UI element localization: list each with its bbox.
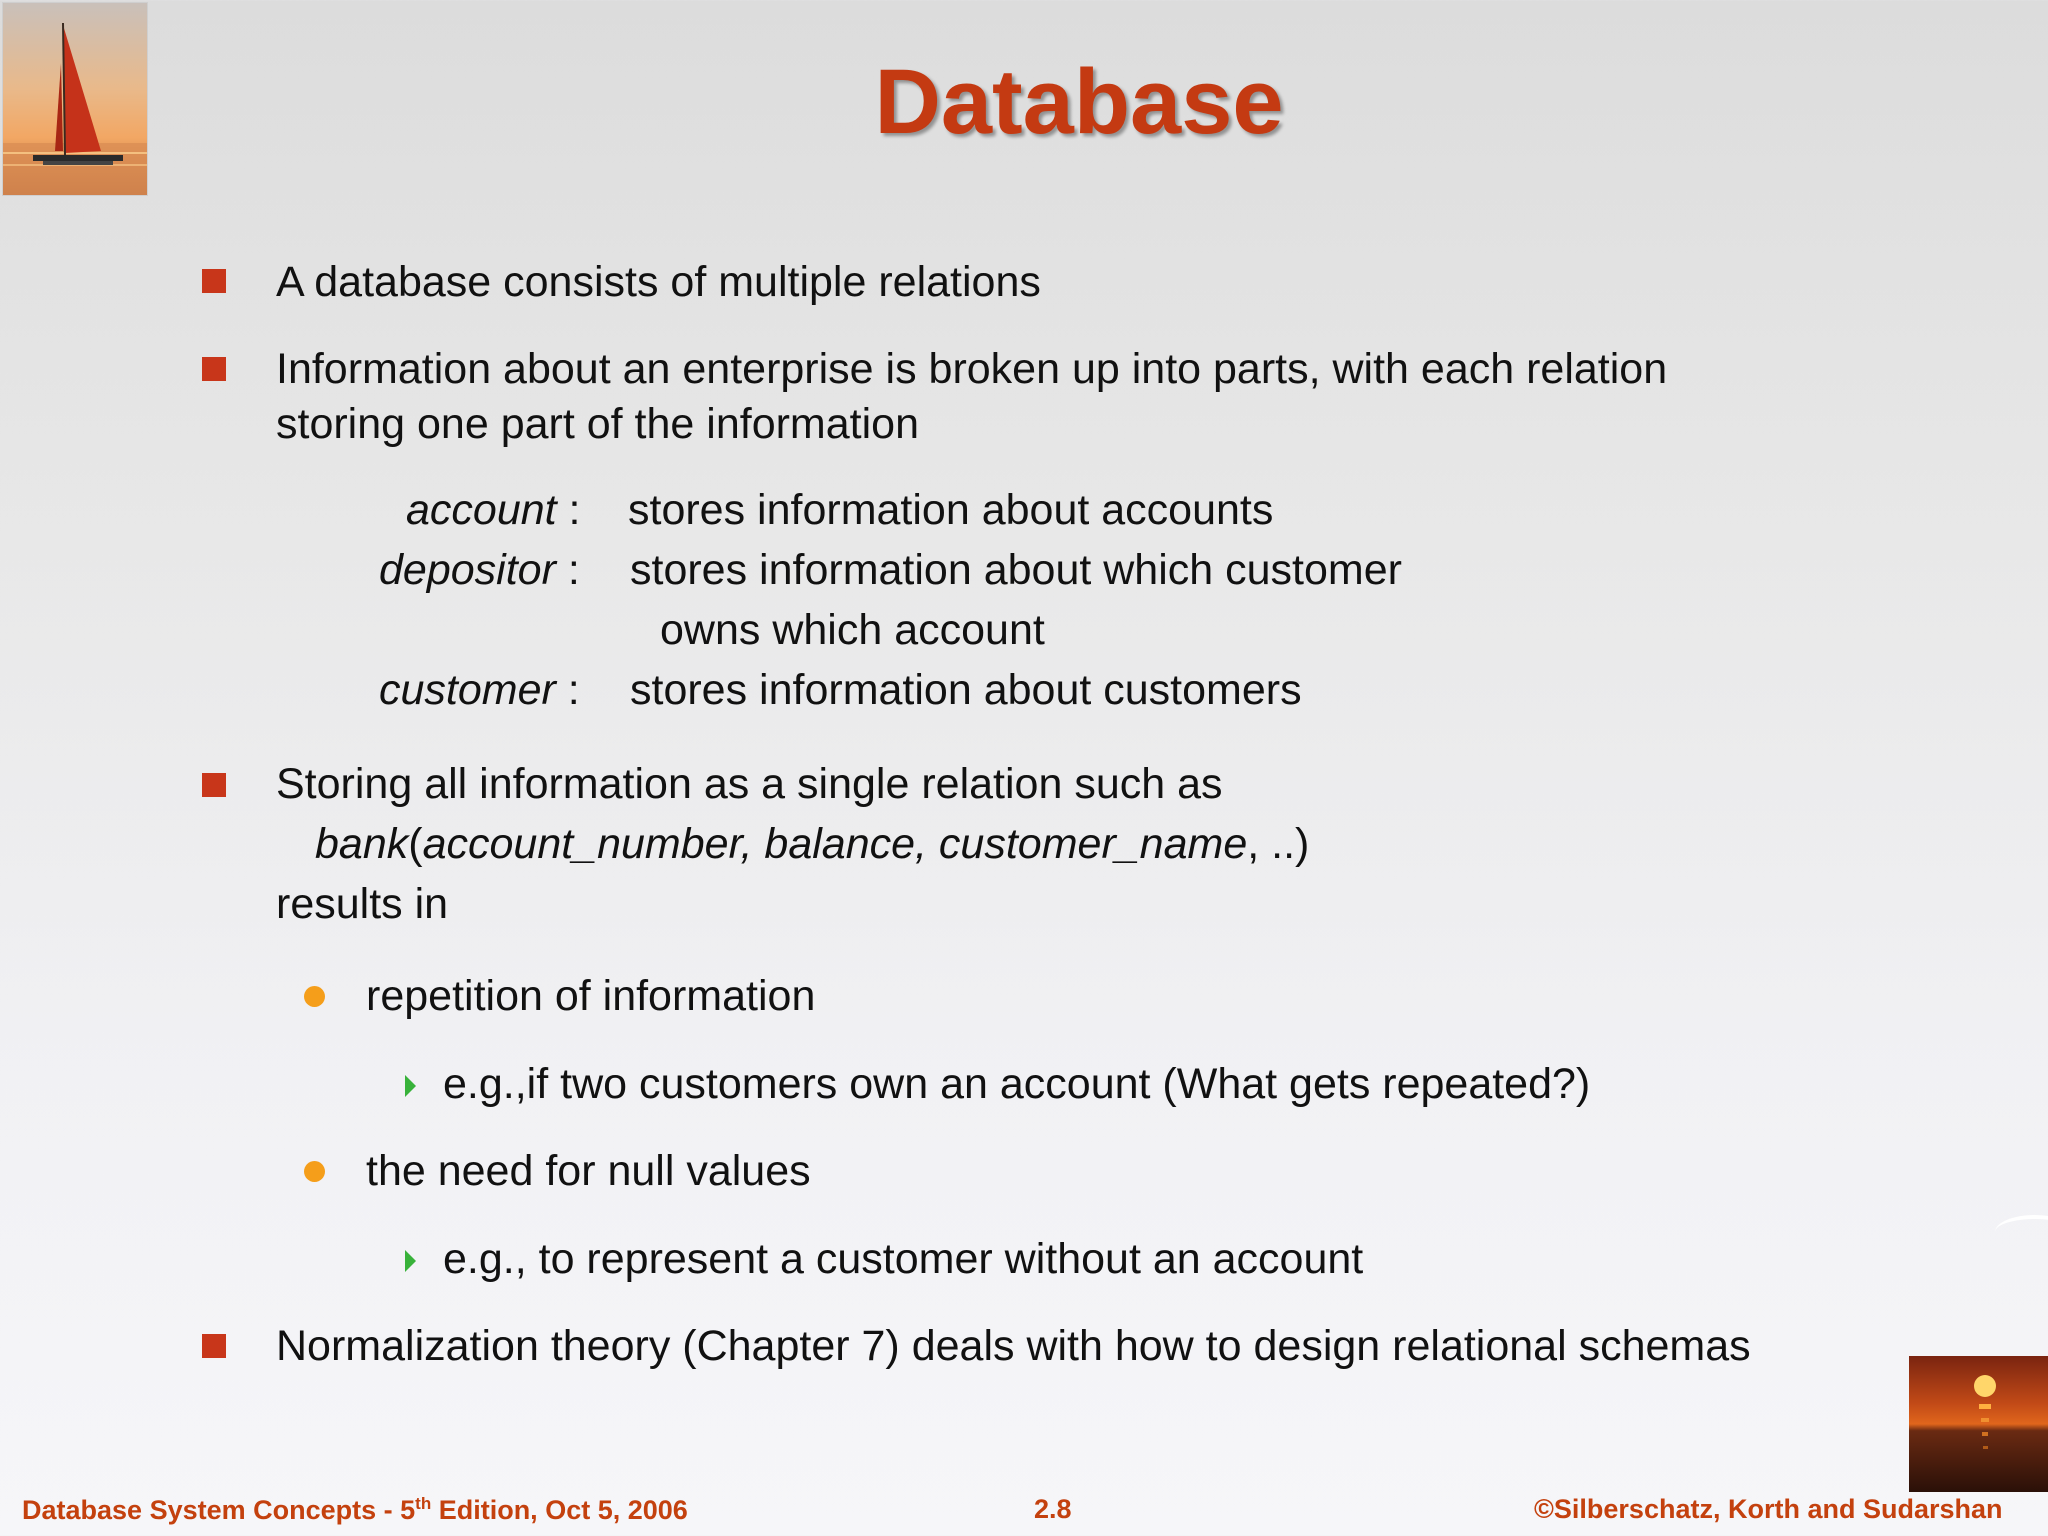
relation-name: customer xyxy=(379,666,556,714)
relation-description: owns which account xyxy=(660,606,1045,654)
triangle-bullet-icon xyxy=(405,1075,416,1097)
relation-separator: : xyxy=(555,666,580,714)
sunset-image xyxy=(1909,1356,2048,1492)
bullet-text: A database consists of multiple relations xyxy=(276,258,1041,306)
relation-description: stores information about which customer xyxy=(630,546,1402,594)
relation-attributes: account_number, balance, customer_name xyxy=(422,820,1248,868)
relation-name: bank xyxy=(315,820,409,868)
relation-row xyxy=(379,542,580,598)
decorative-arc xyxy=(1995,1215,2048,1249)
relation-separator: : xyxy=(555,546,580,594)
bullet-text: Information about an enterprise is broken up into parts, with each relation xyxy=(276,345,1668,393)
dot-bullet-icon xyxy=(304,1161,325,1182)
triangle-bullet-icon xyxy=(405,1250,416,1272)
sub-sub-bullet-text: e.g.,if two customers own an account (What gets repeated?) xyxy=(443,1060,1591,1108)
bullet-text: results in xyxy=(276,880,449,928)
relation-description: stores information about customers xyxy=(630,666,1302,714)
bullet-text: storing one part of the information xyxy=(276,400,919,448)
bullet-text: Storing all information as a single relation such as xyxy=(276,760,1223,808)
bank-relation-schema: bank(account_number, balance, customer_name, ..) xyxy=(315,820,1310,868)
footer-page-number: 2.8 xyxy=(1034,1494,1072,1524)
relation-row xyxy=(406,482,581,538)
slide-title: Database xyxy=(874,51,1284,153)
relation-separator: : xyxy=(556,486,581,534)
relation-name: depositor xyxy=(379,546,556,594)
footer-left: Database System Concepts - 5th Edition, Oct 5, 2006 xyxy=(22,1494,688,1525)
relation-name: account xyxy=(406,486,557,534)
square-bullet-icon xyxy=(202,269,226,293)
relation-row xyxy=(379,662,580,718)
sub-bullet-text: repetition of information xyxy=(366,972,816,1020)
sub-sub-bullet-text: e.g., to represent a customer without an account xyxy=(443,1235,1364,1283)
sub-bullet-text: the need for null values xyxy=(366,1147,811,1195)
square-bullet-icon xyxy=(202,773,226,797)
square-bullet-icon xyxy=(202,1334,226,1358)
footer-copyright: ©Silberschatz, Korth and Sudarshan xyxy=(1534,1494,2003,1524)
dot-bullet-icon xyxy=(304,986,325,1007)
square-bullet-icon xyxy=(202,357,226,381)
relation-description: stores information about accounts xyxy=(628,486,1274,534)
bullet-text: Normalization theory (Chapter 7) deals with how to design relational schemas xyxy=(276,1322,1751,1370)
